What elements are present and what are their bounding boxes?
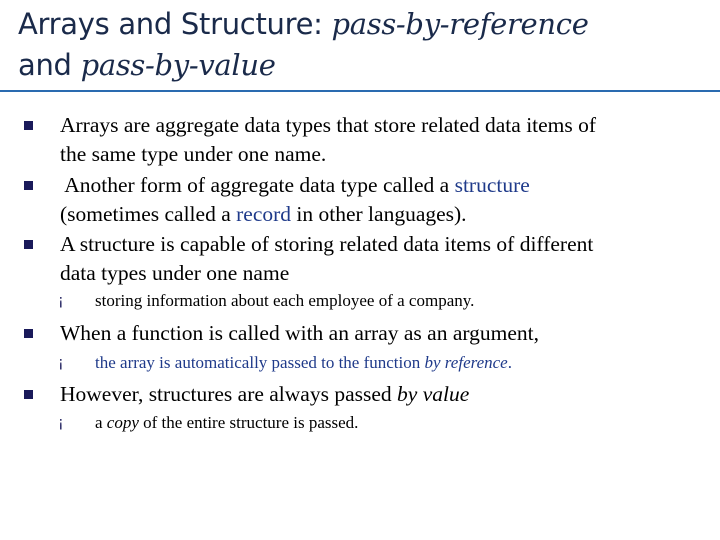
copy-term: copy [106,413,139,432]
by-reference-term: by reference [424,353,508,372]
bullet-1-line-2: the same type under one name. [60,142,327,166]
bullet-4-line-1: When a function is called with an array as an argument, [60,321,539,345]
bullet-2-line-1 [60,171,710,200]
by-value-term: by value [397,382,470,406]
bullet-5-sub [95,412,705,434]
sub-bullet-marker-3: ¡ [58,293,64,309]
record-term: record [236,202,292,226]
bullet-4-sub-end: . [507,353,512,372]
title-plain: Arrays and Structure: [18,7,332,41]
title-mid: and [18,48,81,82]
bullet-marker-3 [24,240,33,249]
bullet-2-line-2 [60,200,710,229]
bullet-marker-1 [24,121,33,130]
sub-bullet-marker-5: ¡ [58,415,64,431]
title-divider [0,90,720,92]
bullet-3-sub: storing information about each employee of a company. [95,291,475,310]
title-italic-value: pass-by-value [80,48,276,82]
bullet-3-line-2: data types under one name [60,261,290,285]
bullet-5-line-1 [60,380,710,409]
bullet-2-text-b: (sometimes called a [60,202,237,226]
bullet-marker-2 [24,181,33,190]
bullet-3-line-1: A structure is capable of storing related data items of different [60,232,594,256]
title-italic-reference: pass-by-reference [331,7,589,41]
bullet-2-text-c: in other languages). [291,202,467,226]
bullet-4-sub-text: the array is automatically passed to the function [95,353,425,372]
bullet-5-text: However, structures are always passed [60,382,398,406]
bullet-4-sub [95,352,705,374]
slide-title [18,4,708,86]
bullet-marker-4 [24,329,33,338]
sub-bullet-marker-4: ¡ [58,355,64,371]
bullet-2-text: Another form of aggregate data type called a [60,173,455,197]
bullet-5-sub-end: of the entire structure is passed. [138,413,359,432]
structure-term: structure [454,173,530,197]
bullet-marker-5 [24,390,33,399]
bullet-5-sub-text: a [95,413,107,432]
bullet-1-line-1: Arrays are aggregate data types that store related data items of [60,113,597,137]
